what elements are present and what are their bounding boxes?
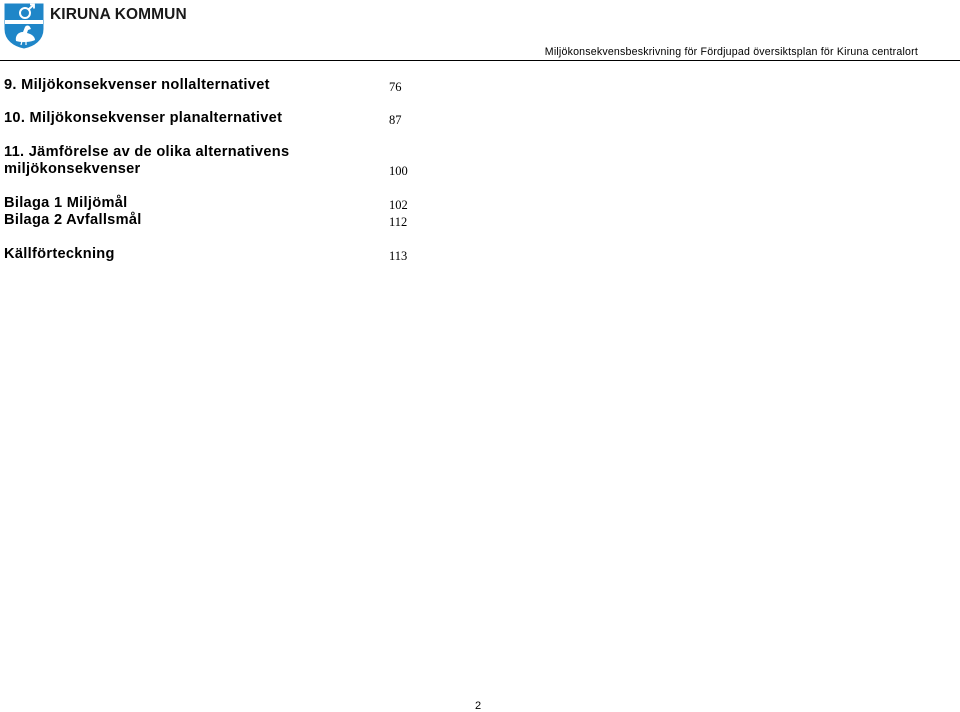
toc-entry-label: 9. Miljökonsekvenser nollalternativet bbox=[4, 77, 270, 93]
toc-entry-page: 102 bbox=[389, 198, 408, 212]
organization-name: KIRUNA KOMMUN bbox=[50, 6, 187, 23]
toc-entry-page: 113 bbox=[389, 249, 408, 263]
toc-entry-label: miljökonsekvenser bbox=[4, 161, 141, 177]
toc-entry-label: Bilaga 2 Avfallsmål bbox=[4, 212, 142, 228]
toc-entry-label: Källförteckning bbox=[4, 246, 115, 262]
page-number: 2 bbox=[475, 700, 482, 712]
toc-entry-label: 10. Miljökonsekvenser planalternativet bbox=[4, 110, 283, 126]
toc-entry-page: 87 bbox=[389, 113, 402, 127]
toc-entry-label: Bilaga 1 Miljömål bbox=[4, 195, 128, 211]
toc-entry-page: 100 bbox=[389, 164, 408, 178]
toc-entry-page: 76 bbox=[389, 80, 402, 94]
toc-entry-page: 112 bbox=[389, 215, 408, 229]
document-title: Miljökonsekvensbeskrivning för Fördjupad översiktsplan för Kiruna centralort bbox=[544, 46, 918, 58]
toc-entry-label: 11. Jämförelse av de olika alternativens bbox=[4, 144, 290, 160]
